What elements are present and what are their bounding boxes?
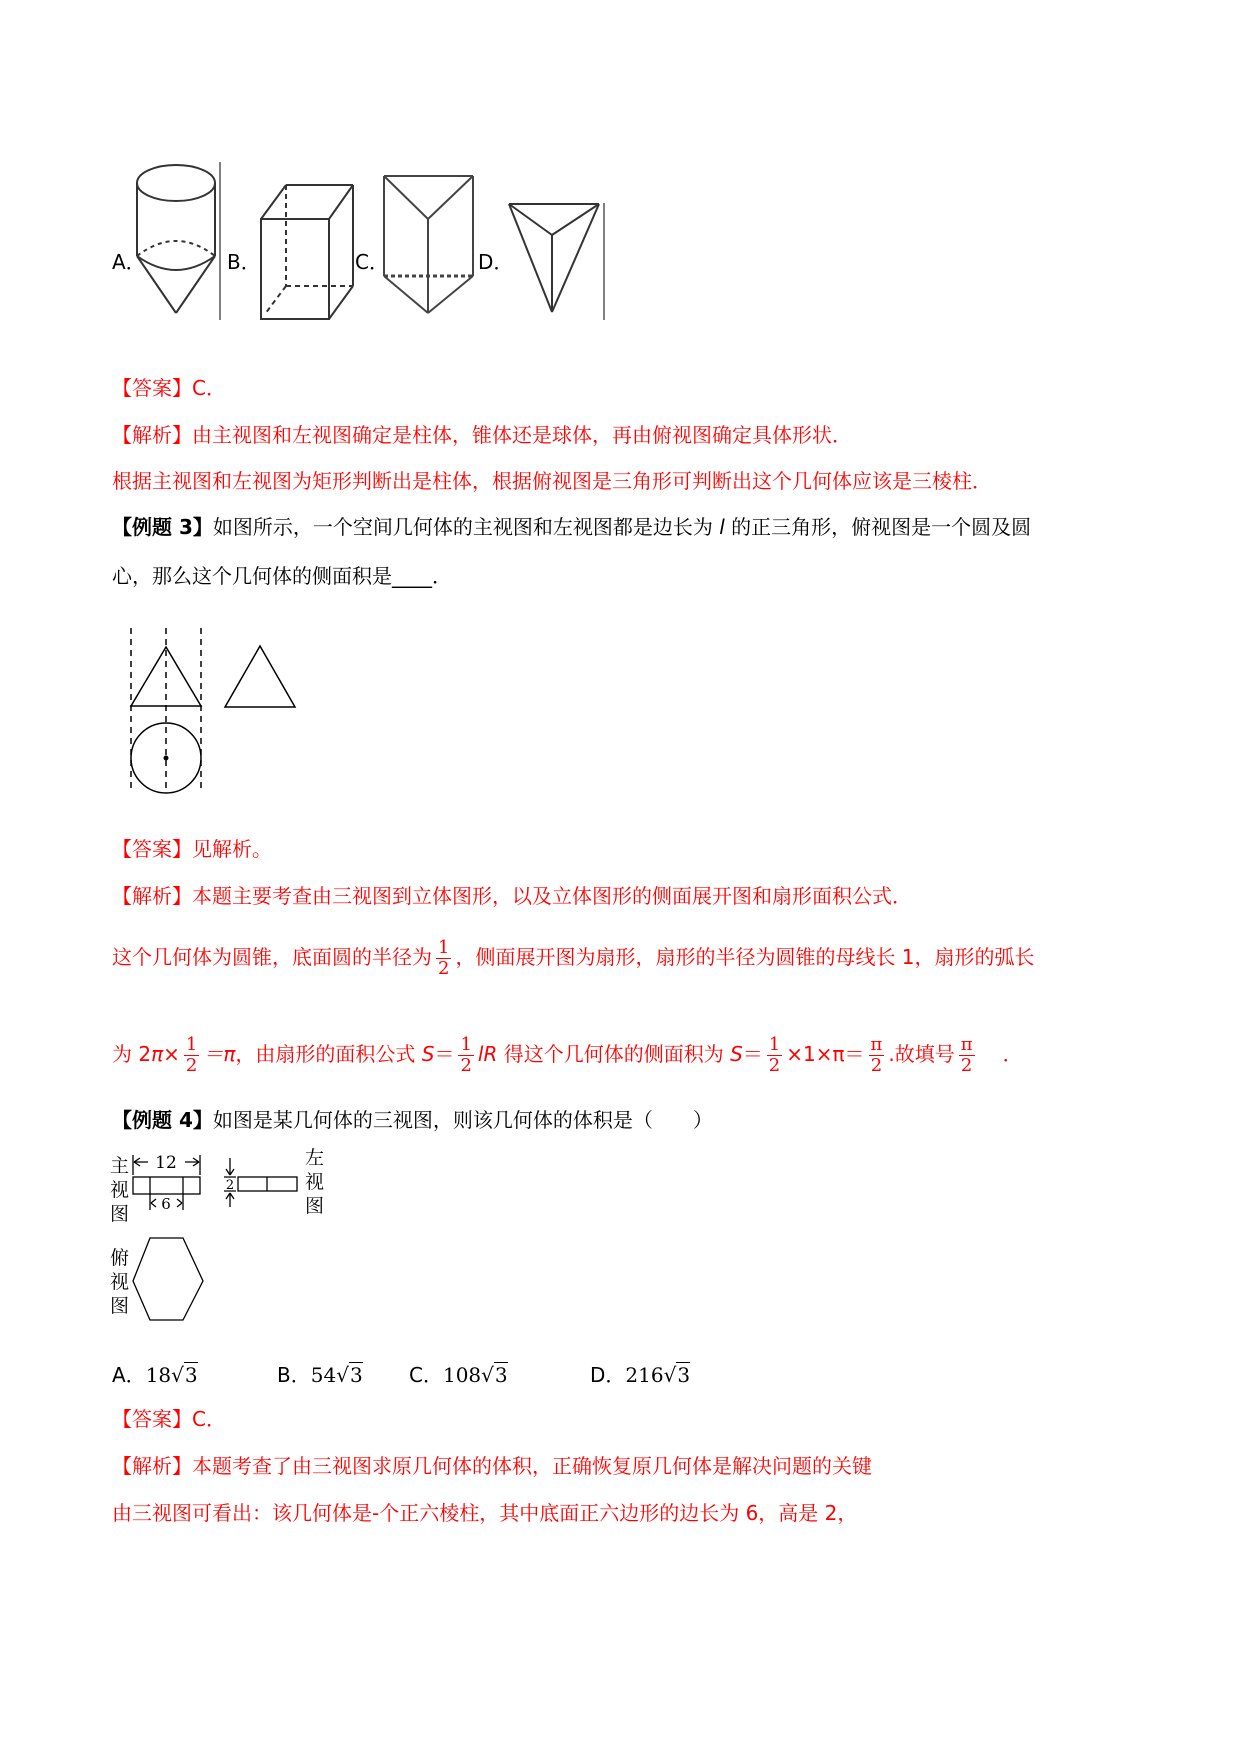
q4-analysis-2: 由三视图可看出：该几何体是-个正六棱柱，其中底面正六边形的边长为 6，高是 2， — [112, 1501, 858, 1525]
label-char: 视 — [110, 1271, 130, 1293]
dim-12: 12 — [155, 1153, 177, 1173]
q4-option-a[interactable]: A．18√3 — [112, 1363, 198, 1387]
label-char: 左 — [305, 1147, 325, 1169]
top-view-label — [110, 1246, 130, 1318]
q4-question — [112, 1106, 713, 1134]
q3-analysis-1: 【解析】本题主要考查由三视图到立体图形，以及立体图形的侧面展开图和扇形面积公式． — [112, 884, 912, 908]
dim-6: 6 — [161, 1195, 171, 1213]
q4-text: 如图是某几何体的三视图，则该几何体的体积是（ ） — [212, 1108, 713, 1132]
text: ＝ — [434, 1042, 455, 1066]
q4-answer: 【答案】C． — [112, 1407, 226, 1431]
option-d-label: D． — [478, 250, 514, 274]
text: 得这个几何体的侧面积为 — [497, 1042, 731, 1066]
q3-text: 如图所示，一个空间几何体的主视图和左视图都是边长为 — [212, 515, 720, 539]
side-view-label — [305, 1146, 325, 1218]
option-coef: 18 — [145, 1363, 172, 1387]
label-char: 视 — [110, 1179, 130, 1201]
label-char: 视 — [305, 1171, 325, 1193]
front-view-label — [110, 1154, 130, 1226]
option-coef: 108 — [442, 1363, 482, 1387]
numerator: 1 — [438, 937, 450, 958]
option-label: B． — [277, 1363, 311, 1387]
q2-analysis-2: 根据主视图和左视图为矩形判断出是柱体，根据俯视图是三角形可判断出这个几何体应该是三棱柱． — [112, 469, 992, 493]
q4-option-c[interactable]: C．108√3 — [409, 1363, 508, 1387]
option-label: A． — [112, 1363, 146, 1387]
option-radicand: 3 — [184, 1363, 198, 1387]
denominator: 2 — [870, 1055, 883, 1076]
text: lR — [477, 1042, 498, 1066]
top-view-hexagon — [133, 1238, 203, 1320]
option-radicand: 3 — [677, 1363, 691, 1387]
fraction-half — [184, 1035, 199, 1076]
front-view-rect — [133, 1177, 200, 1194]
q2-answer: 【答案】C． — [112, 376, 226, 400]
fraction-pi-half — [959, 1035, 975, 1076]
top-view-circle — [131, 723, 201, 793]
text: 为 2 — [112, 1042, 152, 1066]
text: × — [163, 1042, 180, 1066]
label-char: 图 — [305, 1195, 325, 1217]
text: S — [421, 1042, 435, 1066]
q3-analysis-3 — [112, 1032, 1023, 1076]
fraction-half — [436, 938, 451, 979]
label-char: 主 — [110, 1155, 130, 1177]
fraction-half — [767, 1035, 782, 1076]
figure-a-cylinder-cone — [137, 165, 215, 313]
text: ＝π — [203, 1042, 236, 1066]
numerator: 1 — [768, 1034, 781, 1055]
denominator: 2 — [768, 1055, 781, 1076]
q2-analysis-1: 【解析】由主视图和左视图确定是柱体，锥体还是球体，再由俯视图确定具体形状． — [112, 423, 852, 447]
figure-d-pyramid — [509, 204, 599, 312]
option-c-label: C． — [355, 250, 389, 274]
q3-tag: 【例题 3】 — [112, 515, 213, 539]
option-coef: 54 — [310, 1363, 337, 1387]
q4-option-d[interactable]: D．216√3 — [590, 1363, 691, 1387]
fraction-pi-half — [869, 1035, 885, 1076]
text: ． — [1002, 1042, 1023, 1066]
dim-2: 2 — [225, 1178, 235, 1193]
label-char: 俯 — [110, 1247, 130, 1269]
q4-analysis-1: 【解析】本题考查了由三视图求原几何体的体积，正确恢复原几何体是解决问题的关键 — [112, 1454, 872, 1478]
fraction-half — [458, 1035, 473, 1076]
denominator: 2 — [960, 1055, 973, 1076]
text: S — [730, 1042, 743, 1066]
side-view-triangle — [225, 646, 295, 707]
option-label: D． — [590, 1363, 626, 1387]
figure-c-triangular-prism — [384, 176, 473, 313]
front-view-triangle — [131, 647, 201, 706]
q3-question-line-2: 心，那么这个几何体的侧面积是____． — [112, 564, 452, 588]
text: 这个几何体为圆锥，底面圆的半径为 — [112, 945, 432, 969]
q4-option-b[interactable]: B．54√3 — [277, 1363, 363, 1387]
denominator: 2 — [185, 1055, 198, 1076]
q3-question-line-1 — [112, 513, 1031, 541]
numerator: 1 — [185, 1034, 198, 1055]
q2-figures — [0, 0, 1240, 340]
var-l: l — [719, 515, 725, 539]
text: ，侧面展开图为扇形，扇形的半径为圆锥的母线长 1，扇形的弧长 — [455, 945, 1035, 969]
q4-tag: 【例题 4】 — [112, 1108, 213, 1132]
q3-analysis-2 — [112, 935, 1035, 979]
text: ＝ — [742, 1042, 763, 1066]
denominator: 2 — [460, 1055, 472, 1076]
circle-center-dot — [164, 756, 169, 761]
label-char: 图 — [110, 1295, 130, 1317]
numerator: 1 — [460, 1034, 472, 1055]
numerator: π — [870, 1034, 883, 1055]
option-coef: 216 — [625, 1363, 664, 1387]
text: ×1×π＝ — [786, 1042, 865, 1066]
option-radicand: 3 — [349, 1363, 363, 1387]
figure-b-cuboid — [261, 185, 353, 319]
text: π — [151, 1042, 164, 1066]
q3-answer: 【答案】见解析。 — [112, 837, 272, 861]
text: .故填号 — [888, 1042, 955, 1066]
numerator: π — [960, 1034, 973, 1055]
side-view-rect — [238, 1177, 297, 1191]
q3-text: 的正三角形，俯视图是一个圆及圆 — [724, 515, 1032, 539]
denominator: 2 — [438, 958, 450, 979]
text: ，由扇形的面积公式 — [235, 1042, 422, 1066]
label-char: 图 — [110, 1203, 130, 1225]
option-radicand: 3 — [494, 1363, 508, 1387]
option-a-label: A． — [112, 250, 146, 274]
option-b-label: B． — [227, 250, 261, 274]
option-label: C． — [409, 1363, 443, 1387]
